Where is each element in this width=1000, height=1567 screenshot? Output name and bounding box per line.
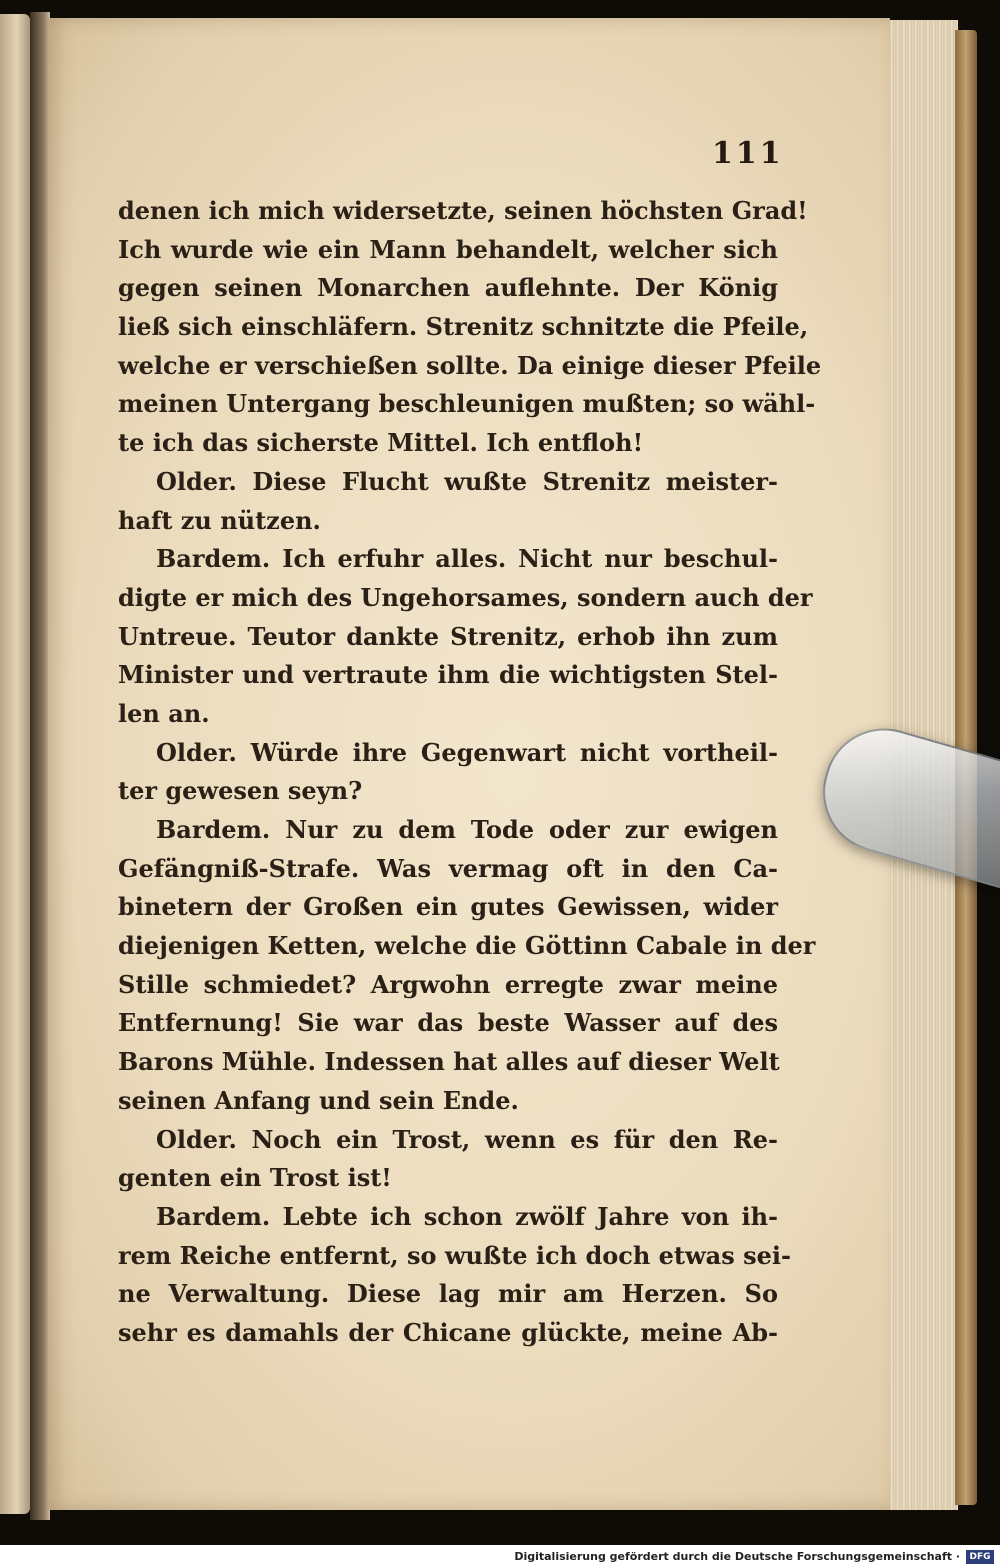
dfg-logo: DFG <box>966 1550 994 1564</box>
text-line: Ich wurde wie ein Mann behandelt, welcher sich <box>118 234 778 264</box>
text-line: seinen Anfang und sein Ende. <box>118 1085 519 1115</box>
text-line: Bardem. Nur zu dem Tode oder zur ewigen <box>156 815 778 844</box>
text-line: ne Verwaltung. Diese lag mir am Herzen. So <box>118 1279 778 1309</box>
text-line: Gefängniß-Strafe. Was vermag oft in den Ca- <box>118 853 778 883</box>
text-line: welche er verschießen sollte. Da einige dieser Pfeile <box>118 350 822 380</box>
left-page-edge <box>0 14 30 1514</box>
text-line: gegen seinen Monarchen auflehnte. Der König <box>118 273 778 303</box>
text-line: Older. Würde ihre Gegenwart nicht vortheil- <box>156 737 778 767</box>
text-line: ter gewesen seyn? <box>118 776 363 806</box>
funding-credit: Digitalisierung gefördert durch die Deutsche Forschungsgemeinschaft · <box>514 1550 960 1563</box>
text-line: Bardem. Ich erfuhr alles. Nicht nur beschul- <box>156 544 778 574</box>
text-line: haft zu nützen. <box>118 505 321 535</box>
text-line: ließ sich einschläfern. Strenitz schnitzte die Pfeile, <box>118 312 809 342</box>
page-number: 111 <box>712 136 784 171</box>
text-line: binetern der Großen ein gutes Gewissen, wider <box>118 892 778 922</box>
book-gutter <box>30 12 50 1520</box>
body-text <box>118 192 822 1353</box>
text-line: sehr es damahls der Chicane glückte, meine Ab- <box>118 1317 778 1347</box>
text-line: meinen Untergang beschleunigen mußten; so wähl- <box>118 389 816 419</box>
text-line: digte er mich des Ungehorsames, sondern auch der <box>118 582 813 612</box>
text-line: Stille schmiedet? Argwohn erregte zwar meine <box>118 969 778 999</box>
text-line: genten ein Trost ist! <box>118 1163 392 1193</box>
text-line: Barons Mühle. Indessen hat alles auf dieser Welt <box>118 1047 780 1077</box>
text-line: Minister und vertraute ihm die wichtigsten Stel- <box>118 660 778 690</box>
text-line: Bardem. Lebte ich schon zwölf Jahre von ih- <box>156 1201 778 1231</box>
text-line: Untreue. Teutor dankte Strenitz, erhob ihn zum <box>118 621 778 651</box>
text-line: diejenigen Ketten, welche die Göttinn Cabale in der <box>118 931 816 961</box>
text-line: denen ich mich widersetzte, seinen höchsten Grad! <box>118 196 808 225</box>
text-line: Entfernung! Sie war das beste Wasser auf des <box>118 1008 778 1038</box>
text-line: Older. Diese Flucht wußte Strenitz meister- <box>156 466 778 496</box>
text-line: len an. <box>118 698 210 728</box>
text-line: Older. Noch ein Trost, wenn es für den Re- <box>156 1124 778 1154</box>
text-line: rem Reiche entfernt, so wußte ich doch etwas sei- <box>118 1240 791 1270</box>
text-line: te ich das sicherste Mittel. Ich entfloh! <box>118 428 644 458</box>
footer-bar <box>0 1545 1000 1567</box>
